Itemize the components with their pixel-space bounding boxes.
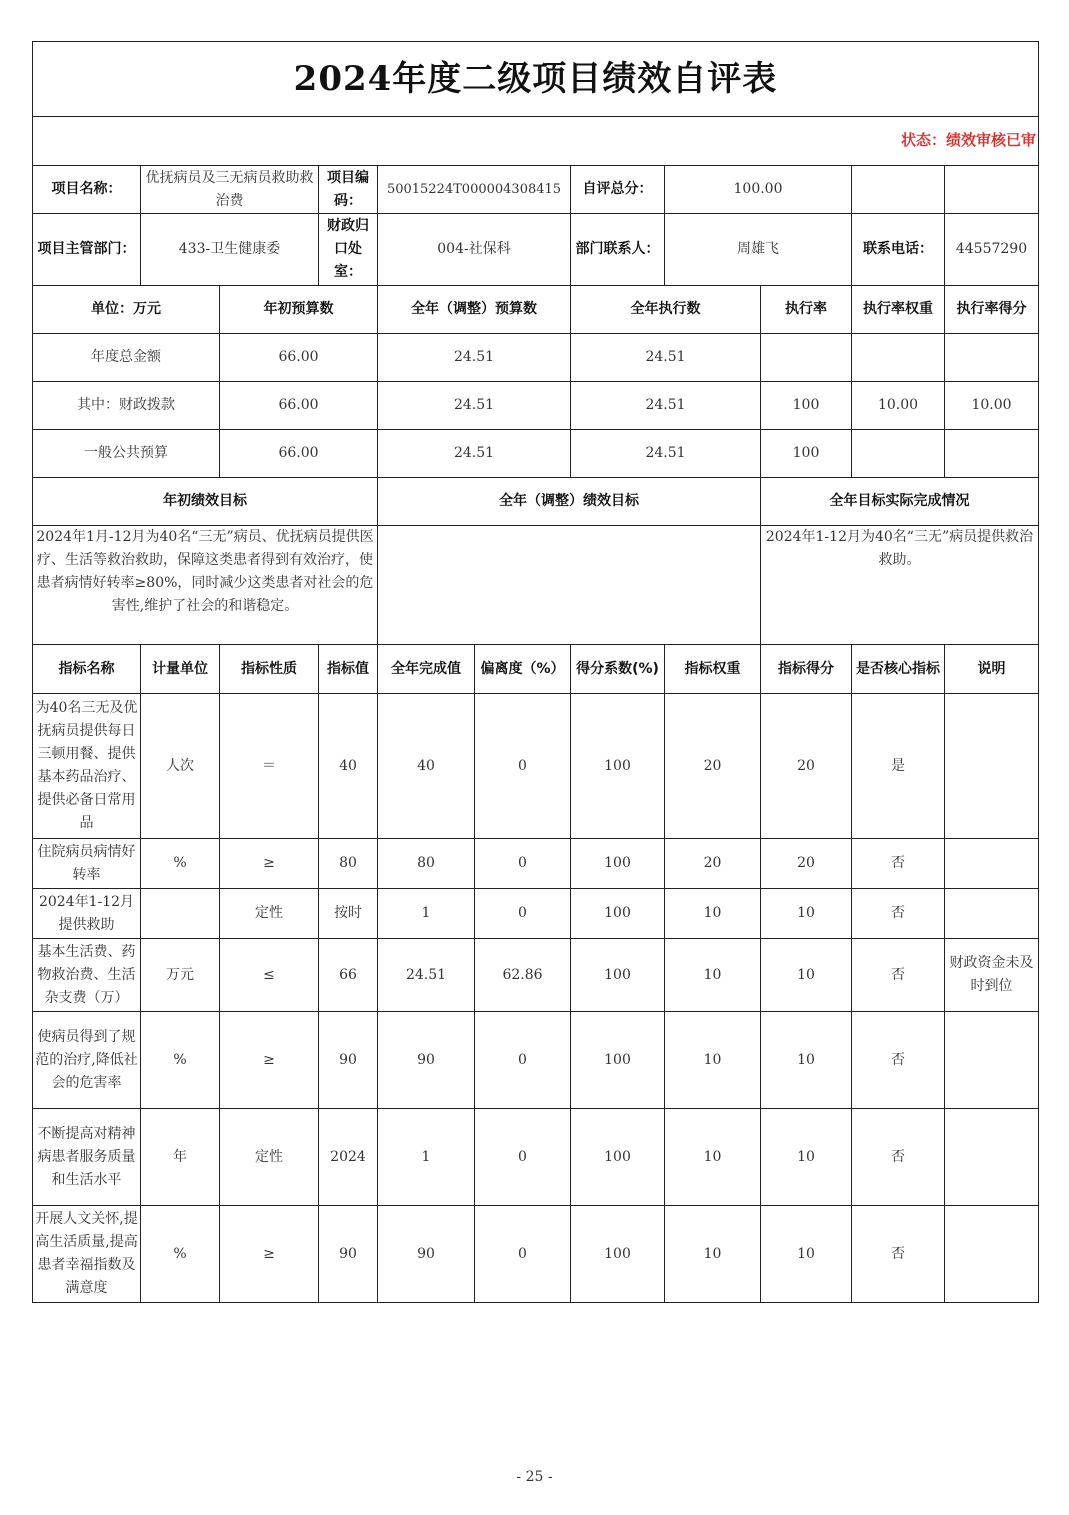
indicator-cell: 否 [852,1109,945,1206]
indicator-cell: 90 [378,1206,475,1303]
indicator-header: 全年完成值 [378,645,475,694]
indicator-cell: 按时 [319,889,378,939]
contact-value: 周雄飞 [665,214,852,286]
indicator-row [33,1012,1039,1109]
adjusted-goal-text [378,526,761,645]
indicator-name: 基本生活费、药物救治费、生活杂支费（万） [33,939,141,1012]
indicator-header: 指标名称 [33,645,141,694]
indicator-cell: 100 [571,1012,665,1109]
finance-label: 财政归口处室： [319,214,378,286]
budget-row [33,382,1039,430]
budget-cell: 66.00 [220,334,378,382]
finance-value: 004-社保科 [378,214,571,286]
indicator-cell: 20 [665,839,761,889]
indicator-cell: 年 [141,1109,220,1206]
score-label: 自评总分： [571,166,665,214]
indicator-name: 为40名三无及优抚病员提供每日三顿用餐、提供基本药品治疗、提供必备日常用品 [33,694,141,839]
indicator-cell: 否 [852,889,945,939]
indicator-header: 说明 [945,645,1039,694]
budget-cell [945,334,1039,382]
indicator-cell: ≥ [220,1206,319,1303]
indicator-cell: 否 [852,939,945,1012]
indicator-cell [141,889,220,939]
dept-label: 项目主管部门： [33,214,141,286]
goals-header-adjusted: 全年（调整）绩效目标 [378,478,761,526]
indicator-cell: 40 [378,694,475,839]
indicator-cell: ≥ [220,839,319,889]
indicator-cell: 1 [378,889,475,939]
indicator-row [33,889,1039,939]
actual-goal-text: 2024年1-12月为40名“三无”病员提供救治救助。 [761,526,1039,645]
indicator-cell: 0 [475,889,571,939]
indicator-name: 住院病员病情好转率 [33,839,141,889]
indicator-cell: 否 [852,1206,945,1303]
indicator-cell: 80 [319,839,378,889]
evaluation-form [32,41,1038,1303]
budget-cell: 10.00 [945,382,1039,430]
indicator-header: 指标得分 [761,645,852,694]
indicator-cell: 100 [571,1206,665,1303]
goals-header-actual: 全年目标实际完成情况 [761,478,1039,526]
indicator-cell: 0 [475,839,571,889]
indicator-cell: 10 [761,939,852,1012]
budget-cell: 24.51 [571,382,761,430]
indicator-cell: 100 [571,1109,665,1206]
budget-cell: 年度总金额 [33,334,220,382]
budget-row [33,334,1039,382]
budget-header: 全年（调整）预算数 [378,286,571,334]
indicator-cell: 0 [475,1206,571,1303]
budget-cell: 24.51 [571,334,761,382]
budget-header: 年初预算数 [220,286,378,334]
indicator-cell: 1 [378,1109,475,1206]
indicator-cell: % [141,839,220,889]
indicator-cell: 定性 [220,1109,319,1206]
indicator-cell: % [141,1012,220,1109]
indicator-cell: 24.51 [378,939,475,1012]
score-value: 100.00 [665,166,852,214]
indicator-cell: ＝ [220,694,319,839]
indicator-cell: 人次 [141,694,220,839]
indicator-cell: 90 [319,1206,378,1303]
indicator-cell: ≤ [220,939,319,1012]
indicator-cell: 10 [665,1012,761,1109]
indicator-cell: 是 [852,694,945,839]
budget-cell: 一般公共预算 [33,430,220,478]
budget-cell: 24.51 [378,430,571,478]
indicator-cell [945,839,1039,889]
indicator-cell: 10 [665,1109,761,1206]
project-name: 优抚病员及三无病员救助救治费 [141,166,319,214]
budget-cell: 100 [761,382,852,430]
phone-value: 44557290 [945,214,1039,286]
indicator-cell: 40 [319,694,378,839]
budget-cell: 10.00 [852,382,945,430]
indicator-name: 开展人文关怀,提高生活质量,提高患者幸福指数及满意度 [33,1206,141,1303]
indicator-cell: 10 [761,1012,852,1109]
evaluation-table [32,41,1039,1303]
indicator-header: 指标值 [319,645,378,694]
goals-header-initial: 年初绩效目标 [33,478,378,526]
indicator-cell: 10 [761,889,852,939]
budget-header: 单位：万元 [33,286,220,334]
indicator-cell: 90 [378,1012,475,1109]
budget-cell: 其中：财政拨款 [33,382,220,430]
indicator-name: 不断提高对精神病患者服务质量和生活水平 [33,1109,141,1206]
indicator-cell: 0 [475,694,571,839]
status-badge: 状态：绩效审核已审 [900,131,1036,149]
budget-cell: 66.00 [220,430,378,478]
indicator-cell [945,889,1039,939]
indicator-cell: 100 [571,939,665,1012]
indicator-row [33,694,1039,839]
indicator-cell: 20 [761,839,852,889]
indicator-cell: 10 [665,939,761,1012]
indicator-cell: 10 [761,1206,852,1303]
contact-label: 部门联系人： [571,214,665,286]
budget-cell: 100 [761,430,852,478]
indicator-cell: 否 [852,1012,945,1109]
indicator-row [33,839,1039,889]
indicator-cell: 0 [475,1012,571,1109]
indicator-header: 是否核心指标 [852,645,945,694]
indicator-row [33,1109,1039,1206]
budget-header: 执行率权重 [852,286,945,334]
phone-label: 联系电话： [852,214,945,286]
indicator-header: 指标性质 [220,645,319,694]
indicator-cell: % [141,1206,220,1303]
indicator-cell [945,694,1039,839]
indicator-cell: 20 [761,694,852,839]
budget-cell [761,334,852,382]
indicator-header: 计量单位 [141,645,220,694]
indicator-cell: 100 [571,839,665,889]
indicator-cell: 否 [852,839,945,889]
indicator-cell: 10 [665,889,761,939]
indicator-row [33,1206,1039,1303]
indicator-cell: 66 [319,939,378,1012]
indicator-cell: 10 [761,1109,852,1206]
initial-goal-text: 2024年1月-12月为40名“三无”病员、优抚病员提供医疗、生活等救治救助，保障这类患者得到有效治疗，使患者病情好转率≥80%，同时减少这类患者对社会的危害性,维护了社会的和谐稳定。 [33,526,378,645]
indicator-cell: 20 [665,694,761,839]
empty-cell [945,166,1039,214]
budget-cell: 24.51 [378,382,571,430]
budget-cell [852,334,945,382]
indicator-cell: ≥ [220,1012,319,1109]
page-number: - 25 - [516,1469,553,1485]
empty-cell [852,166,945,214]
budget-cell [945,430,1039,478]
budget-header: 执行率 [761,286,852,334]
project-name-label: 项目名称： [33,166,141,214]
indicator-name: 2024年1-12月提供救助 [33,889,141,939]
indicator-row [33,939,1039,1012]
indicator-cell: 定性 [220,889,319,939]
indicator-cell: 62.86 [475,939,571,1012]
dept-value: 433-卫生健康委 [141,214,319,286]
indicator-cell [945,1206,1039,1303]
indicator-note: 财政资金未及时到位 [945,939,1039,1012]
budget-cell: 66.00 [220,382,378,430]
project-code: 50015224T000004308415 [378,166,571,214]
budget-cell [852,430,945,478]
indicator-cell: 10 [665,1206,761,1303]
indicator-cell: 0 [475,1109,571,1206]
budget-cell: 24.51 [571,430,761,478]
budget-header: 全年执行数 [571,286,761,334]
budget-header: 执行率得分 [945,286,1039,334]
indicator-cell [945,1109,1039,1206]
project-code-label: 项目编码： [319,166,378,214]
indicator-cell: 100 [571,694,665,839]
indicator-cell: 100 [571,889,665,939]
indicator-cell: 万元 [141,939,220,1012]
indicator-cell: 80 [378,839,475,889]
indicator-header: 指标权重 [665,645,761,694]
indicator-cell: 2024 [319,1109,378,1206]
budget-cell: 24.51 [378,334,571,382]
page-title: 2024年度二级项目绩效自评表 [33,42,1039,117]
indicator-cell: 90 [319,1012,378,1109]
budget-row [33,430,1039,478]
indicator-header: 偏离度（%） [475,645,571,694]
indicator-header: 得分系数(%) [571,645,665,694]
indicator-name: 使病员得到了规范的治疗,降低社会的危害率 [33,1012,141,1109]
indicator-cell [945,1012,1039,1109]
